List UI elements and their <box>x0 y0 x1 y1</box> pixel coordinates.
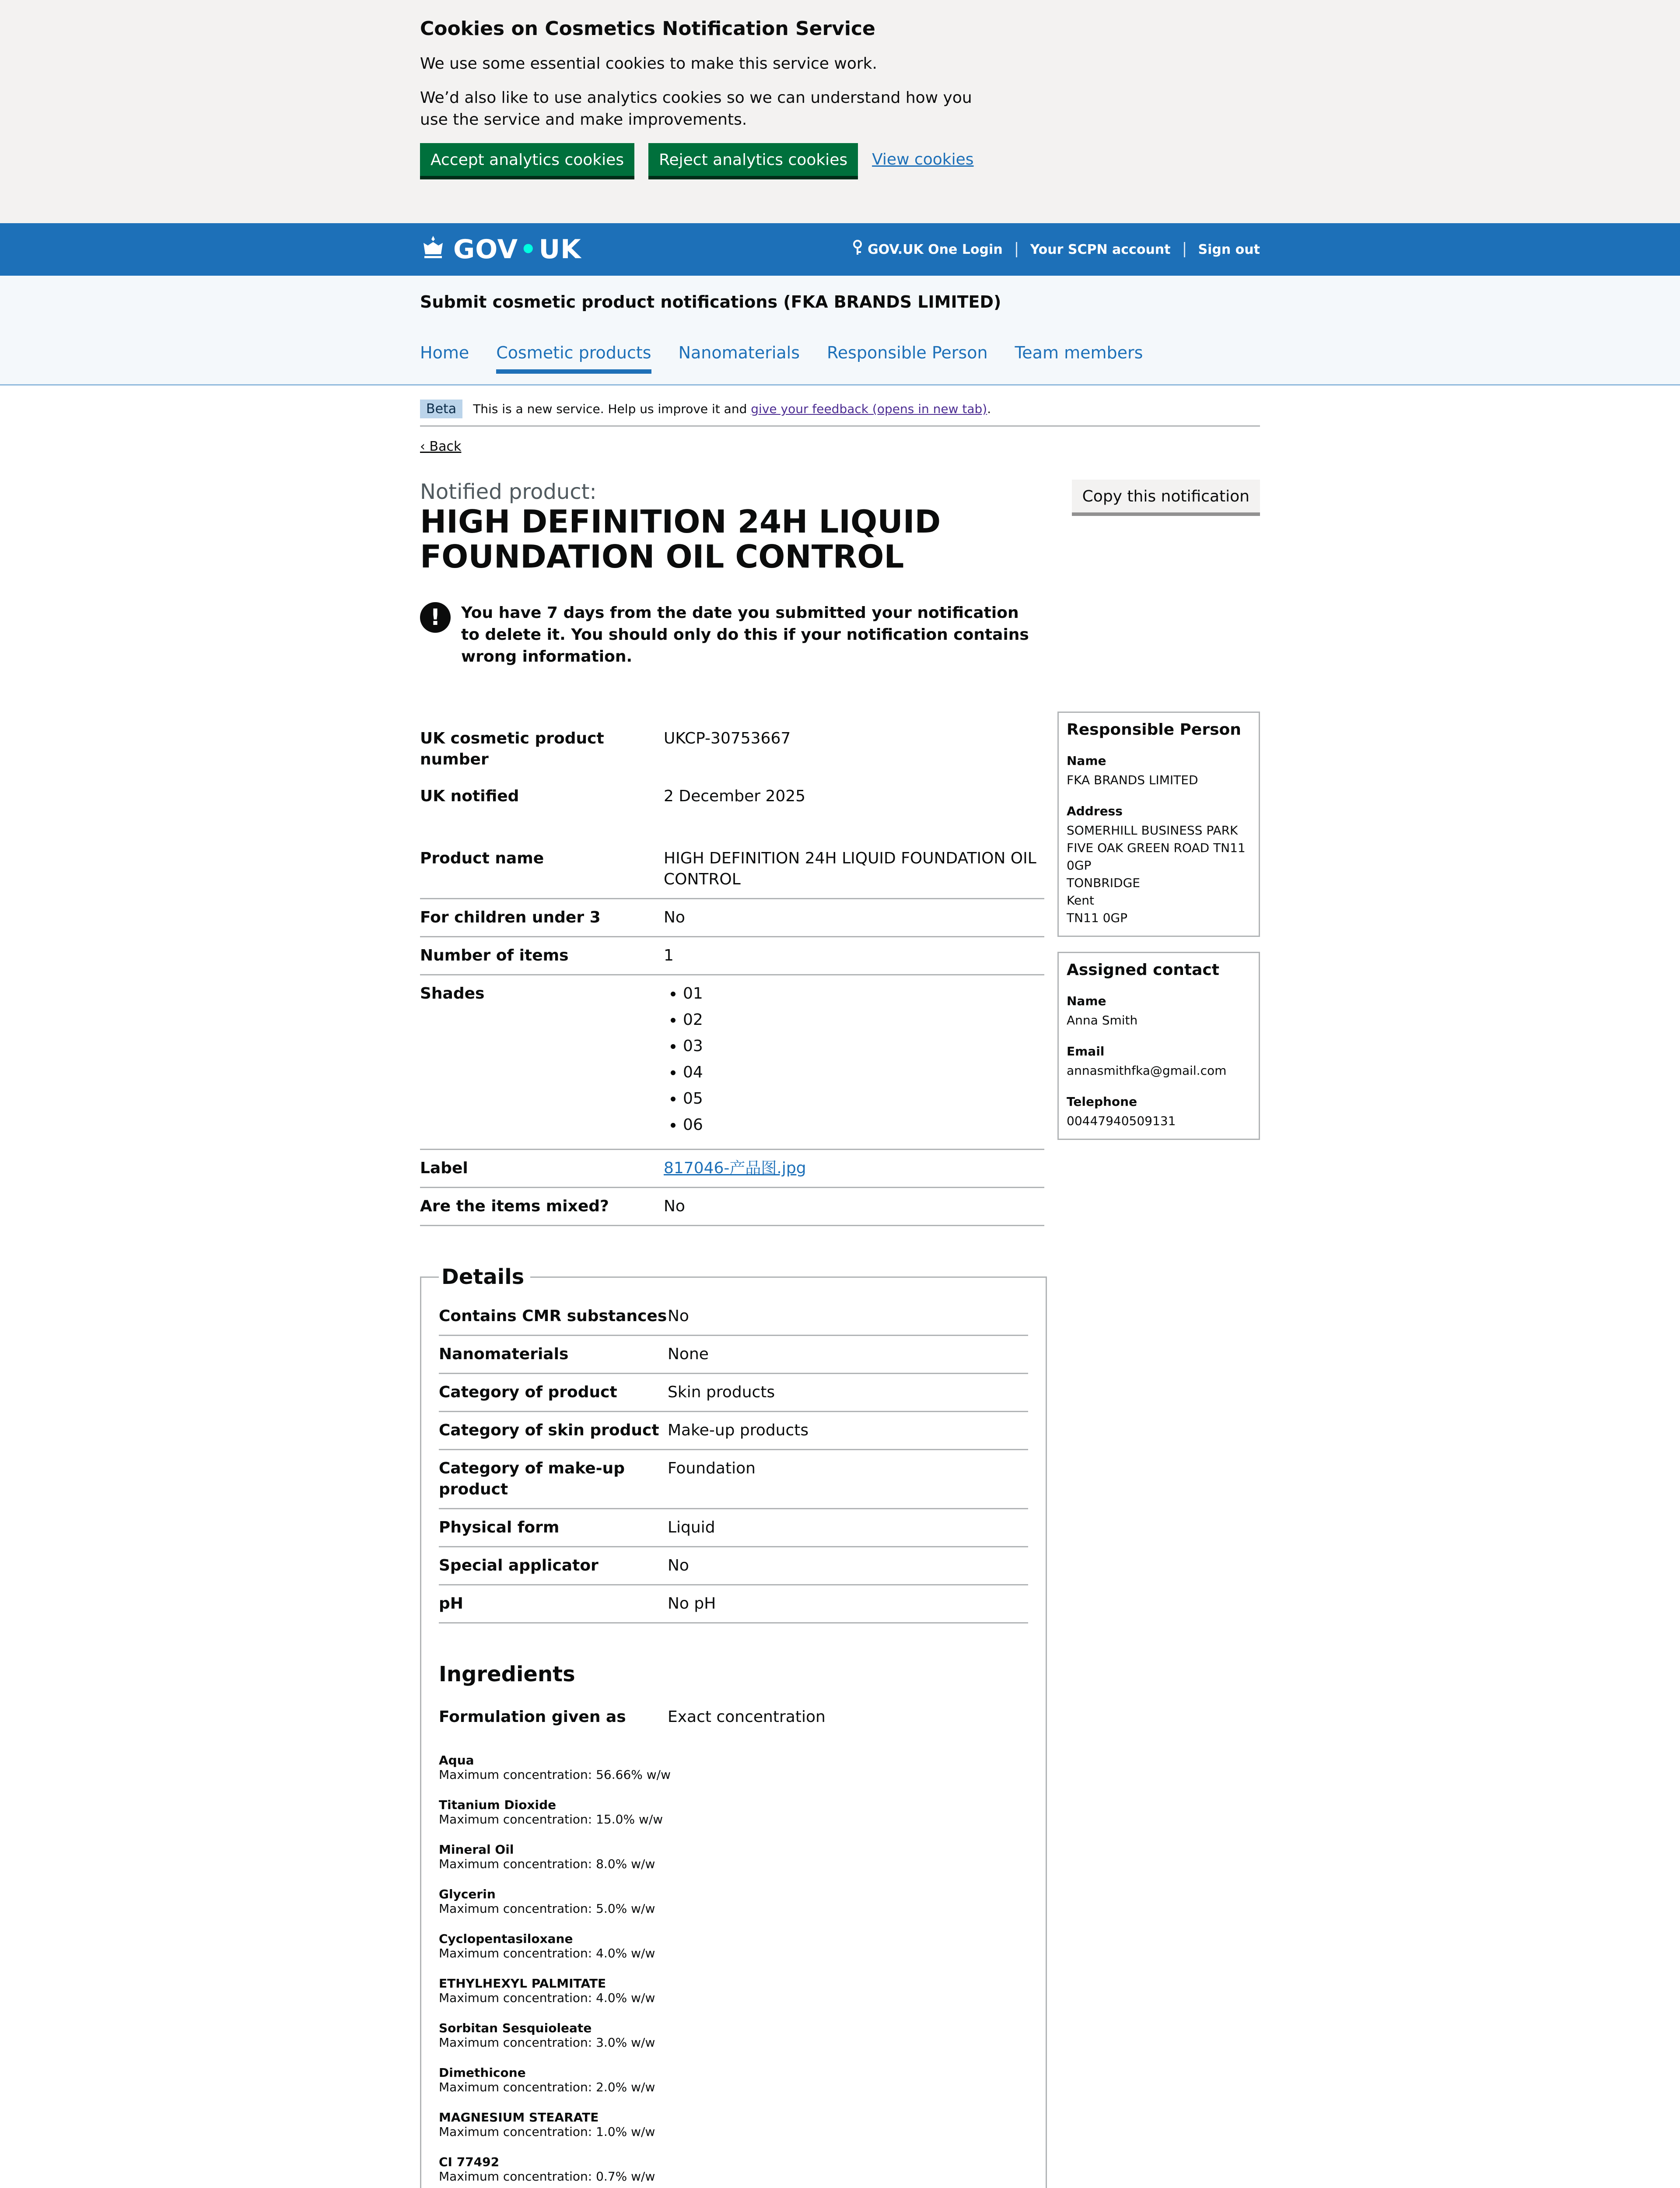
list-item: • 02 <box>683 1010 1044 1031</box>
ingredients-heading: Ingredients <box>439 1662 575 1687</box>
summary-value: HIGH DEFINITION 24H LIQUID FOUNDATION OIL CONTROL <box>664 849 1036 888</box>
crown-icon <box>420 234 446 265</box>
card-label: Address <box>1067 804 1123 818</box>
details-row <box>439 1509 1028 1547</box>
contact-email: annasmithfka@gmail.com <box>1067 1063 1227 1078</box>
user-icon <box>852 240 863 259</box>
address-line: SOMERHILL BUSINESS PARK <box>1067 823 1238 838</box>
service-navigation <box>0 276 1680 386</box>
summary-row-ukcpn <box>420 720 1044 778</box>
cookie-title: Cookies on Cosmetics Notification Service <box>420 18 875 40</box>
ingredient-concentration: Maximum concentration: 4.0% w/w <box>439 1991 655 2005</box>
ingredient-item <box>439 1753 1028 1782</box>
label-image-link[interactable]: 817046-产品图.jpg <box>664 1159 806 1177</box>
feedback-link[interactable]: give your feedback (opens in new tab) <box>751 402 987 416</box>
govuk-header <box>0 223 1680 276</box>
ingredient-item <box>439 2021 1028 2050</box>
list-item: • 03 <box>683 1036 1044 1057</box>
ingredient-item <box>439 2155 1028 2184</box>
details-value: Skin products <box>668 1383 775 1401</box>
details-row <box>439 1374 1028 1412</box>
details-row <box>439 1336 1028 1374</box>
card-label: Name <box>1067 994 1106 1008</box>
copy-notification-button[interactable]: Copy this notification <box>1072 480 1260 512</box>
phase-end: . <box>987 402 991 416</box>
summary-row-children <box>420 899 1044 937</box>
ingredient-name: Titanium Dioxide <box>439 1798 556 1812</box>
list-item: • 01 <box>683 983 1044 1004</box>
details-key: Contains CMR substances <box>439 1307 667 1325</box>
card-title: Assigned contact <box>1067 961 1219 979</box>
summary-value: 1 <box>664 947 674 964</box>
contact-phone: 00447940509131 <box>1067 1114 1176 1128</box>
summary-value: UKCP-30753667 <box>664 729 791 747</box>
beta-tag: Beta <box>420 400 462 418</box>
summary-value: No <box>664 908 685 926</box>
phase-banner <box>420 392 1260 427</box>
accept-cookies-button[interactable]: Accept analytics cookies <box>420 143 634 176</box>
ingredient-concentration: Maximum concentration: 0.7% w/w <box>439 2169 655 2184</box>
details-value: Make-up products <box>668 1421 809 1439</box>
govuk-logo[interactable] <box>420 234 581 265</box>
assigned-contact-card <box>1057 952 1260 1140</box>
details-value: None <box>668 1345 709 1363</box>
ingredient-concentration: Maximum concentration: 2.0% w/w <box>439 2080 655 2094</box>
ingredient-name: Sorbitan Sesquioleate <box>439 2021 592 2035</box>
ingredient-item <box>439 1798 1028 1827</box>
nav-responsible-person[interactable]: Responsible Person <box>827 343 988 362</box>
ingredient-name: Cyclopentasiloxane <box>439 1932 573 1946</box>
card-label: Name <box>1067 754 1106 768</box>
ingredient-name: MAGNESIUM STEARATE <box>439 2110 599 2125</box>
nav-home[interactable]: Home <box>420 343 469 362</box>
summary-key: Shades <box>420 985 485 1003</box>
details-row <box>439 1412 1028 1450</box>
header-account-nav <box>839 240 1260 259</box>
ingredient-concentration: Maximum concentration: 1.0% w/w <box>439 2125 655 2139</box>
details-key: Category of make-up product <box>439 1459 625 1498</box>
summary-row-notified <box>420 778 1044 815</box>
scpn-account-link[interactable]: Your SCPN account <box>1016 242 1184 257</box>
summary-key: UK cosmetic product number <box>420 729 604 768</box>
details-row <box>439 1298 1028 1336</box>
summary-value: 2 December 2025 <box>664 787 806 805</box>
nav-cosmetic-products[interactable]: Cosmetic products <box>496 343 651 374</box>
address-line: TN11 0GP <box>1067 911 1127 925</box>
product-caption: Notified product: <box>420 480 597 504</box>
cookie-banner <box>0 0 1680 223</box>
formulation-key: Formulation given as <box>439 1708 626 1726</box>
contact-name: Anna Smith <box>1067 1013 1138 1027</box>
details-value: No <box>668 1307 689 1325</box>
address-line: 0GP <box>1067 858 1092 873</box>
summary-key: Product name <box>420 849 544 867</box>
cookie-text-essential: We use some essential cookies to make this service work. <box>420 55 877 73</box>
responsible-person-card <box>1057 712 1260 937</box>
details-key: Category of skin product <box>439 1421 659 1439</box>
ingredients-list <box>439 1753 1028 2188</box>
formulation-row <box>439 1699 1028 1736</box>
address-line: FIVE OAK GREEN ROAD TN11 <box>1067 841 1246 855</box>
list-item: • 04 <box>683 1062 1044 1083</box>
one-login-link[interactable] <box>839 240 1016 259</box>
details-legend: Details <box>441 1265 525 1289</box>
summary-key: Label <box>420 1159 468 1177</box>
details-value: No <box>668 1557 689 1574</box>
card-label: Telephone <box>1067 1094 1138 1109</box>
ingredient-name: Aqua <box>439 1753 474 1767</box>
details-row <box>439 1585 1028 1623</box>
card-label: Email <box>1067 1044 1105 1059</box>
ingredient-name: Mineral Oil <box>439 1842 514 1857</box>
page-title: HIGH DEFINITION 24H LIQUID FOUNDATION OIL CONTROL <box>420 503 941 575</box>
formulation-value: Exact concentration <box>668 1708 826 1726</box>
sign-out-link[interactable]: Sign out <box>1184 242 1260 257</box>
summary-row-items <box>420 937 1044 975</box>
nav-nanomaterials[interactable]: Nanomaterials <box>678 343 800 362</box>
ingredient-item <box>439 1932 1028 1960</box>
ingredient-concentration: Maximum concentration: 56.66% w/w <box>439 1767 671 1782</box>
rp-name: FKA BRANDS LIMITED <box>1067 773 1198 787</box>
warning-icon: ! <box>420 602 451 633</box>
details-key: Nanomaterials <box>439 1345 569 1363</box>
summary-key: Number of items <box>420 947 569 964</box>
summary-value: No <box>664 1197 685 1215</box>
summary-row-mixed <box>420 1188 1044 1226</box>
ingredient-name: Dimethicone <box>439 2065 526 2080</box>
details-key: Category of product <box>439 1383 617 1401</box>
back-link[interactable] <box>420 439 461 454</box>
cookie-text-analytics: We’d also like to use analytics cookies so we can understand how you use the service and make improvements. <box>420 89 972 129</box>
rp-address <box>1067 822 1251 927</box>
ingredient-concentration: Maximum concentration: 8.0% w/w <box>439 1857 655 1871</box>
ingredient-item <box>439 1887 1028 1916</box>
phase-text <box>473 402 991 416</box>
details-value: No pH <box>668 1595 716 1613</box>
summary-row-label <box>420 1150 1044 1188</box>
view-cookies-link[interactable]: View cookies <box>872 151 974 168</box>
phase-message: This is a new service. Help us improve it and <box>473 402 747 416</box>
details-value: Liquid <box>668 1518 715 1536</box>
details-fieldset <box>420 1265 1047 2188</box>
back-label: Back <box>429 439 462 454</box>
warning-message: You have 7 days from the date you submitted your notification to delete it. You should only do this if your notification contains wrong information. <box>461 604 1029 666</box>
details-key: Physical form <box>439 1518 560 1536</box>
ingredient-item <box>439 2065 1028 2094</box>
warning-text <box>420 602 1041 668</box>
summary-key: For children under 3 <box>420 908 601 926</box>
reject-cookies-button[interactable]: Reject analytics cookies <box>648 143 858 176</box>
ingredient-item <box>439 1976 1028 2005</box>
details-key: Special applicator <box>439 1557 598 1574</box>
details-value: Foundation <box>668 1459 756 1477</box>
ingredient-concentration: Maximum concentration: 3.0% w/w <box>439 2035 655 2050</box>
chevron-left-icon: ‹ <box>420 439 430 454</box>
product-summary <box>420 720 1044 2188</box>
address-line: TONBRIDGE <box>1067 876 1140 890</box>
list-item: • 06 <box>683 1115 1044 1136</box>
ingredient-concentration: Maximum concentration: 15.0% w/w <box>439 1812 663 1827</box>
ingredient-item <box>439 2110 1028 2139</box>
details-key: pH <box>439 1595 463 1613</box>
card-title: Responsible Person <box>1067 721 1241 739</box>
ingredient-concentration: Maximum concentration: 5.0% w/w <box>439 1901 655 1916</box>
ingredient-concentration: Maximum concentration: 4.0% w/w <box>439 1946 655 1960</box>
shades-list <box>664 983 1044 1136</box>
logo-text: GOV•UK <box>453 234 581 265</box>
one-login-label: GOV.UK One Login <box>868 242 1003 257</box>
summary-row-product-name <box>420 840 1044 899</box>
list-item: • 05 <box>683 1088 1044 1109</box>
summary-row-shades <box>420 975 1044 1150</box>
summary-key: UK notified <box>420 787 519 805</box>
ingredient-name: Glycerin <box>439 1887 496 1901</box>
summary-key: Are the items mixed? <box>420 1197 609 1215</box>
details-row <box>439 1450 1028 1509</box>
ingredient-item <box>439 1842 1028 1871</box>
ingredient-name: ETHYLHEXYL PALMITATE <box>439 1976 606 1991</box>
nav-team-members[interactable]: Team members <box>1015 343 1143 362</box>
details-row <box>439 1547 1028 1585</box>
service-name: Submit cosmetic product notifications (FKA BRANDS LIMITED) <box>420 292 1001 312</box>
address-line: Kent <box>1067 893 1094 908</box>
ingredient-name: CI 77492 <box>439 2155 500 2169</box>
